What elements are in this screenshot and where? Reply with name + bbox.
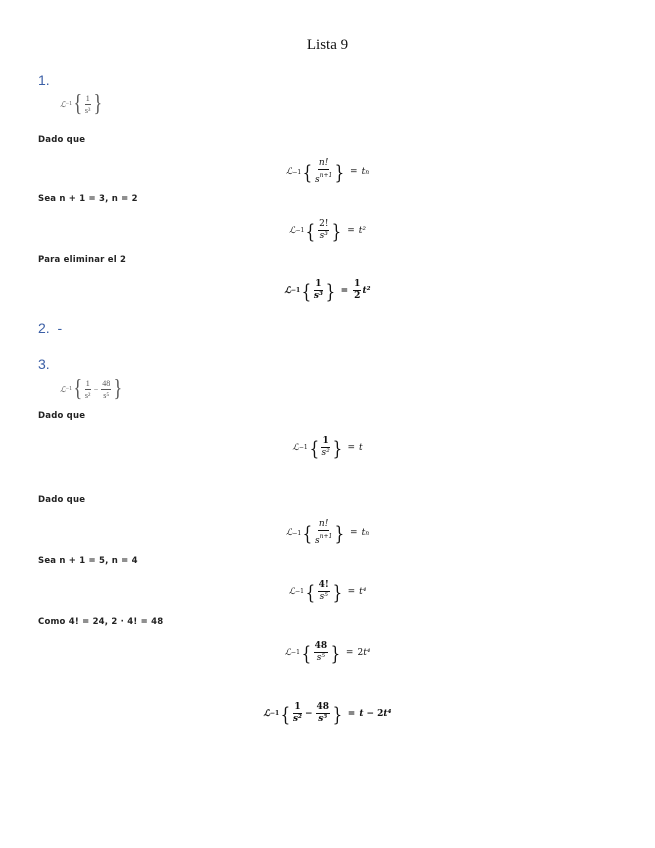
equation-4: ℒ −1 { $\frac{1}{\text{s²}}$ } = t [292, 435, 363, 460]
equation-7: ℒ −1 { $\frac{48}{\text{s⁵}}$ } = 2 t⁴ [284, 640, 371, 665]
label-dado-que-1: Dado que [38, 135, 86, 145]
label-sean-1: Sea n + 1 = 3, n = 2 [38, 194, 138, 204]
item-number-1: 1. [38, 72, 50, 88]
formula-image-1: ℒ −1 { $\frac{1}{\text{s³}}$ } [60, 91, 102, 117]
equation-1: ℒ −1 { $\frac{n!}{s^{n+1}}$ } = t n [285, 158, 370, 185]
item-number-2-label: 2. [38, 320, 50, 336]
item-number-3: 3. [38, 356, 50, 372]
equation-5: ℒ −1 { $\frac{n!}{s^{n+1}}$ } = t n [285, 519, 370, 546]
label-dado-que-2: Dado que [38, 411, 86, 421]
item-number-2 [38, 320, 62, 336]
page-title: Lista 9 [306, 37, 349, 53]
equation-2: ℒ −1 { $\frac{2!}{\text{s³}}$ } = t² [289, 218, 366, 243]
formula-image-3: ℒ −1 { $\frac{1}{\text{s²}}$ − $\frac{48}{\text{s⁵}}$ } [60, 376, 123, 402]
label-sean-2: Sea n + 1 = 5, n = 4 [38, 556, 138, 566]
equation-8-result: ℒ −1 { $\frac{1}{\text{s²}}$ − $\frac{48}{\text{s⁵}}$ } = t − 2 t⁴ [263, 701, 392, 726]
label-para-eliminar: Para eliminar el 2 [38, 255, 127, 265]
equation-3: ℒ −1 { $\frac{1}{\text{s³}}$ } = $\frac{1}{2}$ t² [284, 278, 371, 303]
item-2-dash: - [57, 320, 63, 336]
equation-6: ℒ −1 { $\frac{4!}{\text{s⁵}}$ } = t⁴ [288, 579, 367, 604]
label-dado-que-3: Dado que [38, 495, 86, 505]
label-como: Como 4! = 24, 2 · 4! = 48 [38, 617, 164, 627]
